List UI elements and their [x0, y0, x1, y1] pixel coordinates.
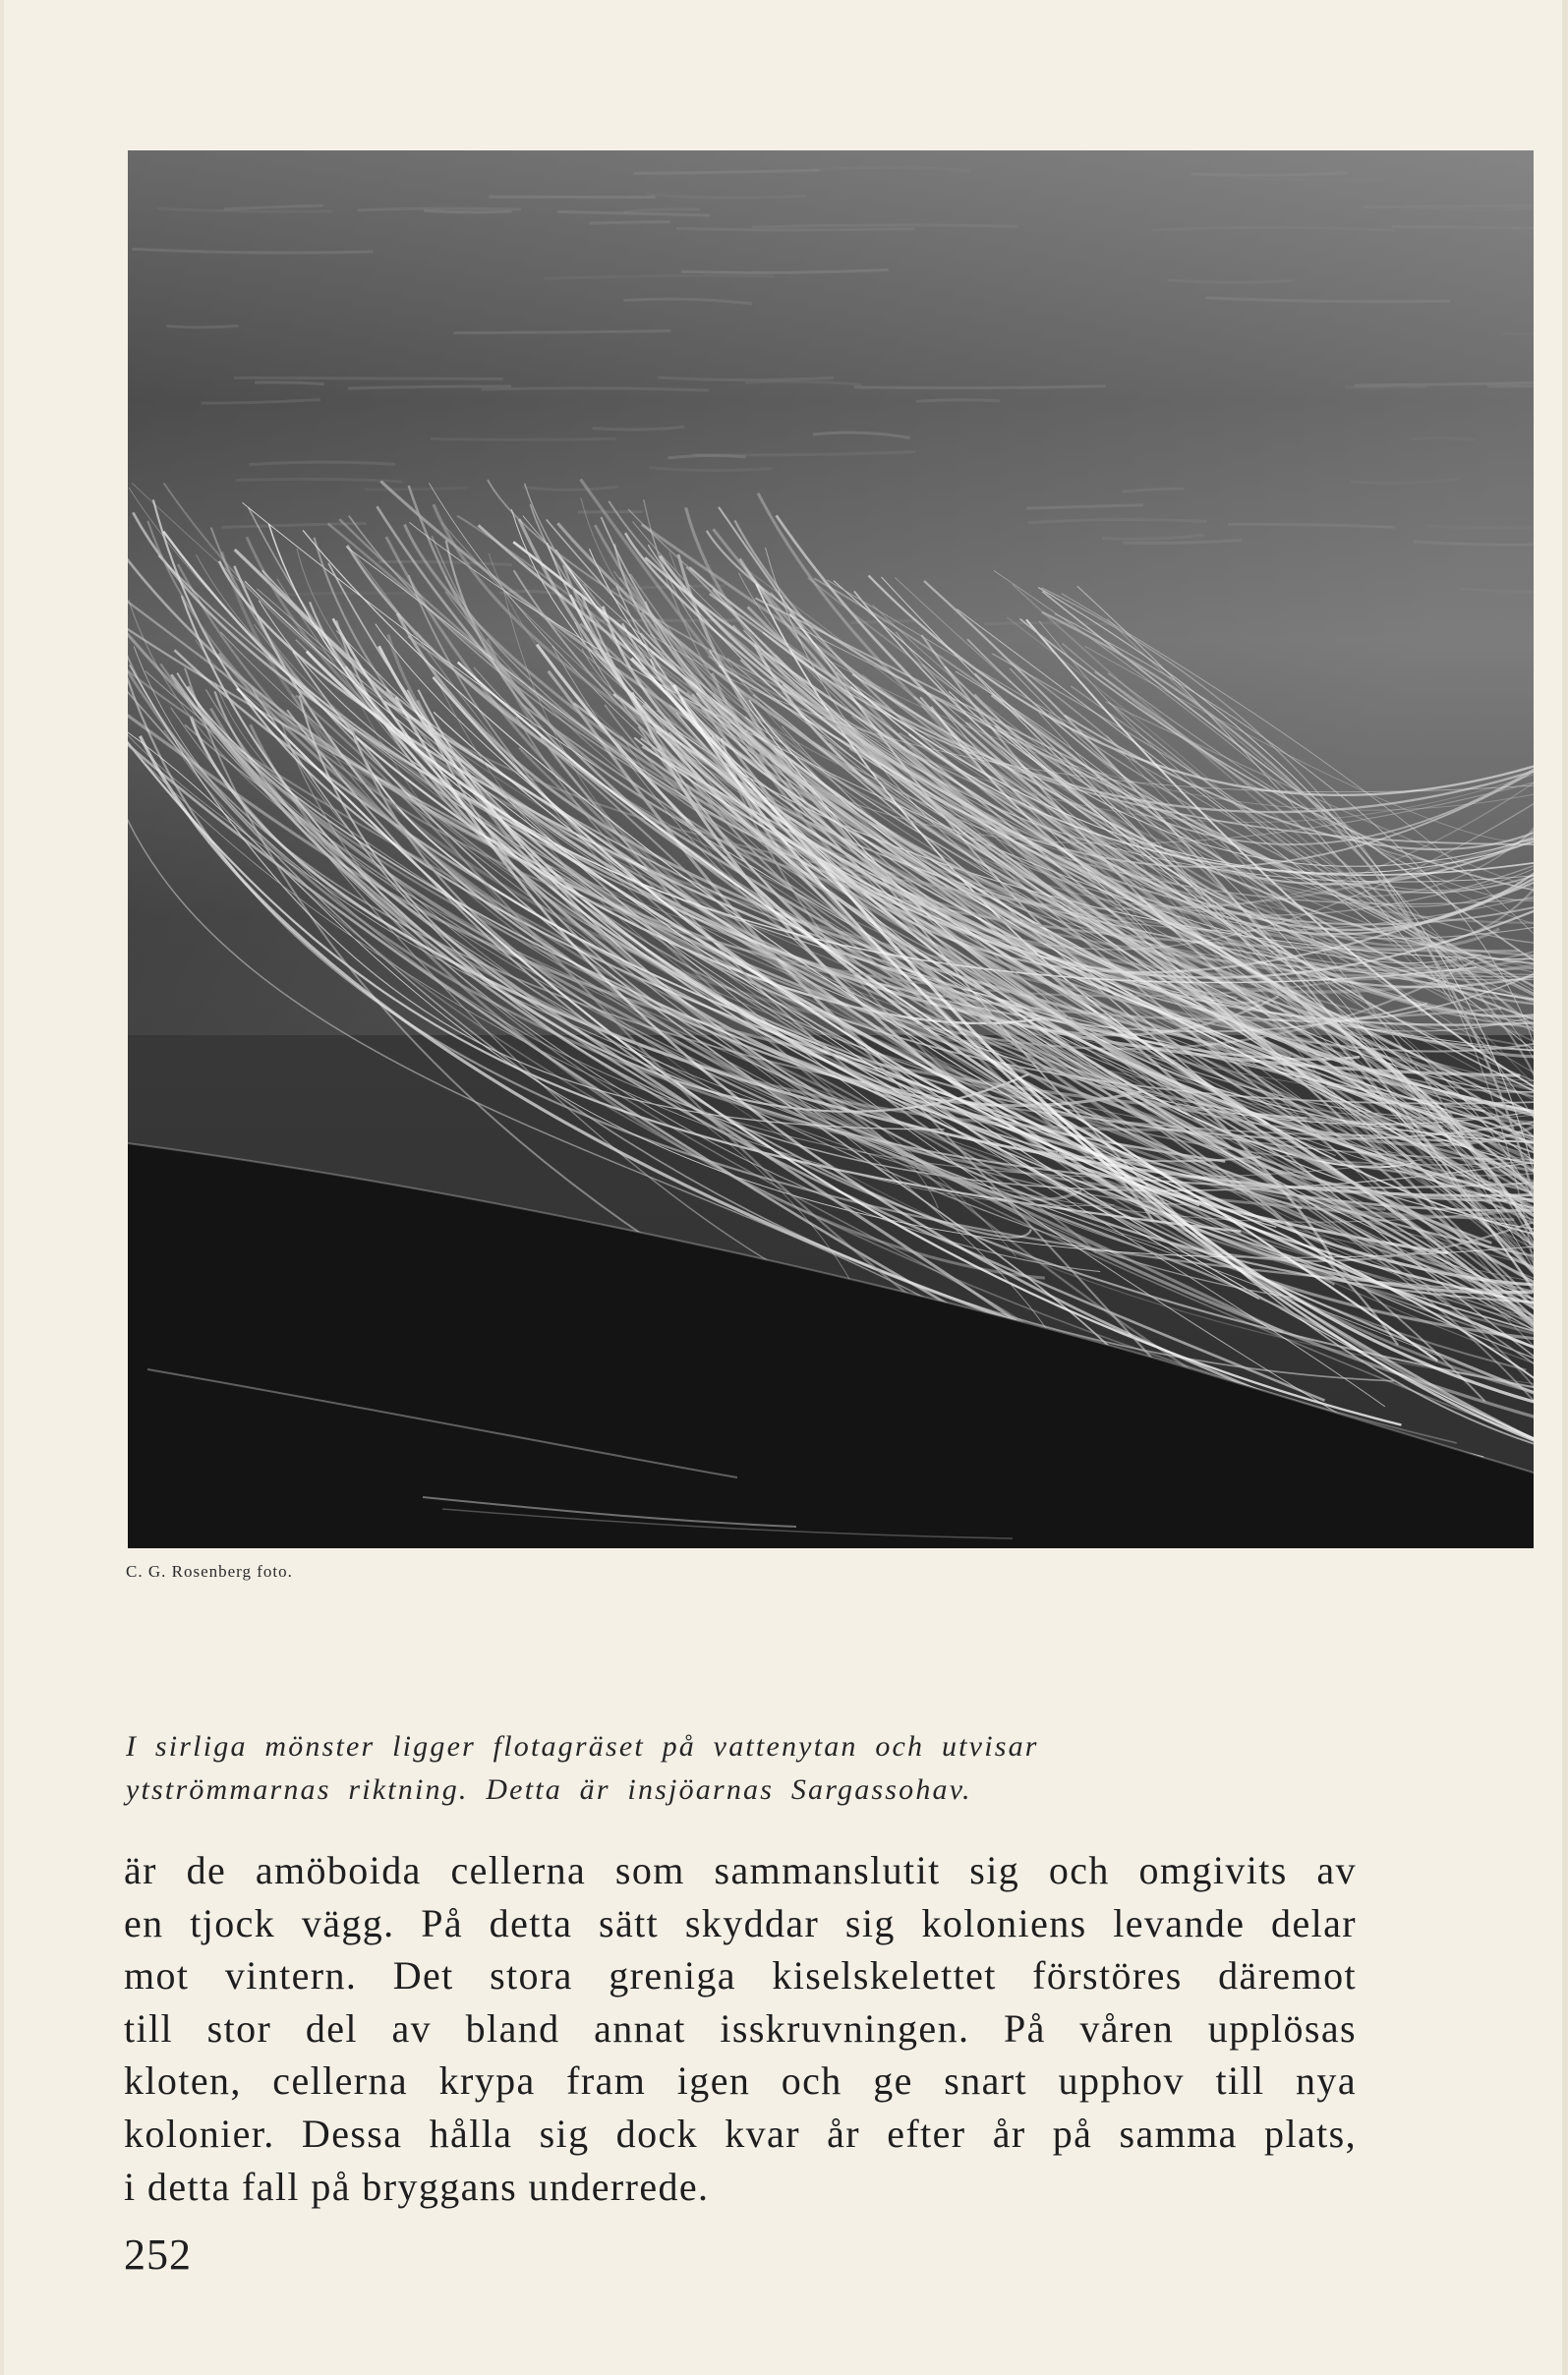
body-line: är de amöboida cellerna som sammanslutit sig och omgivits av — [124, 1848, 1357, 1892]
photo-caption — [126, 1725, 1207, 1812]
water-ripple — [676, 228, 914, 230]
water-ripple — [357, 208, 521, 210]
photo-credit: C. G. Rosenberg foto. — [126, 1562, 293, 1581]
water-ripple — [1345, 386, 1427, 387]
water-ripple — [1502, 333, 1534, 334]
floating-grass-photo — [128, 150, 1534, 1548]
water-ripple — [589, 222, 669, 224]
water-ripple — [424, 210, 511, 212]
water-ripple — [1364, 205, 1534, 207]
water-ripple — [166, 325, 238, 327]
water-ripple — [916, 400, 1000, 402]
page-number: 252 — [124, 2230, 192, 2279]
body-line: kolonier. Dessa hålla sig dock kvar år efter år på samma plats, — [124, 2111, 1357, 2156]
body-paragraph — [124, 1844, 1357, 2213]
water-ripple — [1487, 386, 1534, 387]
body-line: i detta fall på bryggans underrede. — [124, 2164, 710, 2209]
body-line: mot vintern. Det stora greniga kiselskelettet förstöres däremot — [124, 1953, 1357, 1998]
caption-line: I sirliga mönster ligger flotagräset på vattenytan och utvisar — [126, 1730, 1039, 1763]
body-line: till stor del av bland annat isskruvningen. På våren upplösas — [124, 2005, 1357, 2051]
body-line: en tjock vägg. På detta sätt skyddar sig koloniens levande delar — [124, 1900, 1357, 1945]
water-ripple — [234, 377, 503, 378]
photo-graphic — [128, 150, 1534, 1548]
water-ripple — [365, 488, 467, 490]
water-ripple — [255, 382, 323, 384]
water-ripple — [431, 438, 616, 439]
caption-line: ytströmmarnas riktning. Detta är insjöarnas Sargassohav. — [126, 1773, 972, 1806]
body-line: kloten, cellerna krypa fram igen och ge snart upphov till nya — [124, 2058, 1357, 2104]
